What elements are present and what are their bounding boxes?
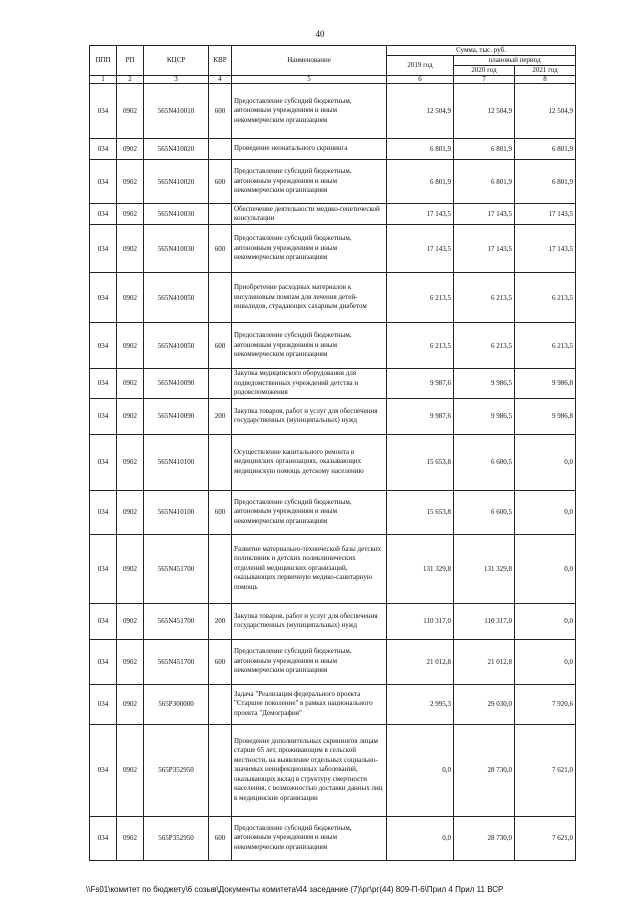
cell-name: Закупка медицинского оборудования для подведомственных учреждений детства и родовспоможения xyxy=(232,369,387,399)
table-row xyxy=(90,139,576,160)
cell-2020: 21 012,8 xyxy=(454,639,515,684)
cell-2021: 7 920,6 xyxy=(515,684,576,724)
cell-2020: 9 986,5 xyxy=(454,369,515,399)
cell-ppp: 034 xyxy=(90,816,117,860)
cell-2020: 9 986,5 xyxy=(454,398,515,434)
cell-rp: 0902 xyxy=(117,139,144,160)
cell-2020: 29 030,0 xyxy=(454,684,515,724)
cell-2021: 9 986,8 xyxy=(515,398,576,434)
cell-name: Предоставление субсидий бюджетным, автономным учреждениям и иным некоммерческим организациям xyxy=(232,490,387,534)
cell-kcsr: 565N410020 xyxy=(144,160,209,204)
column-index: 1 xyxy=(90,76,117,84)
cell-2019: 6 801,9 xyxy=(387,160,454,204)
cell-kcsr: 565N410010 xyxy=(144,84,209,139)
cell-name: Предоставление субсидий бюджетным, автономным учреждениям и иным некоммерческим организациям xyxy=(232,160,387,204)
table-row xyxy=(90,204,576,225)
cell-name: Задача "Реализация федерального проекта "Старшее поколение" в рамках национального проекта "Демография" xyxy=(232,684,387,724)
cell-2019: 17 143,5 xyxy=(387,204,454,225)
header-kcsr: КЦСР xyxy=(144,46,209,76)
cell-kcsr: 565P352950 xyxy=(144,724,209,816)
cell-name: Проведение неонатального скрининга xyxy=(232,139,387,160)
cell-2019: 6 213,5 xyxy=(387,323,454,369)
cell-2020: 6 600,5 xyxy=(454,434,515,490)
cell-kcsr: 565N410090 xyxy=(144,398,209,434)
cell-kcsr: 565P300000 xyxy=(144,684,209,724)
cell-2019: 9 987,6 xyxy=(387,369,454,399)
cell-2020: 17 143,5 xyxy=(454,204,515,225)
cell-rp: 0902 xyxy=(117,534,144,603)
cell-2020: 12 504,9 xyxy=(454,84,515,139)
cell-name: Предоставление субсидий бюджетным, автономным учреждениям и иным некоммерческим организациям xyxy=(232,84,387,139)
cell-kvr: 200 xyxy=(209,398,232,434)
cell-2021: 9 986,8 xyxy=(515,369,576,399)
cell-2021: 6 801,9 xyxy=(515,139,576,160)
cell-2020: 6 213,5 xyxy=(454,273,515,323)
header-year-2021: 2021 год xyxy=(515,66,576,76)
cell-kvr xyxy=(209,684,232,724)
header-year-2019: 2019 год xyxy=(387,56,454,76)
cell-name: Предоставление субсидий бюджетным, автономным учреждениям и иным некоммерческим организациям xyxy=(232,639,387,684)
header-rp: РП xyxy=(117,46,144,76)
cell-kvr: 600 xyxy=(209,639,232,684)
cell-name: Проведение дополнительных скринингов лицам старше 65 лет, проживающим в сельской местности, на выявление отдельных социально-значимых неинфекционных заболеваний, оказывающих вклад в структуру смертности населения, с возможностью доставки данных лиц в медицинские организации xyxy=(232,724,387,816)
cell-rp: 0902 xyxy=(117,225,144,273)
cell-kcsr: 565N451700 xyxy=(144,639,209,684)
cell-ppp: 034 xyxy=(90,84,117,139)
cell-kcsr: 565N410020 xyxy=(144,139,209,160)
cell-ppp: 034 xyxy=(90,724,117,816)
column-index-row xyxy=(90,76,576,84)
cell-name: Обеспечение деятельности медико-генетической консультации xyxy=(232,204,387,225)
cell-2020: 6 213,5 xyxy=(454,323,515,369)
cell-name: Приобретение расходных материалов к инсулиновым помпам для лечения детей-инвалидов, страдающих сахарным диабетом xyxy=(232,273,387,323)
table-row xyxy=(90,603,576,639)
cell-2020: 6 600,5 xyxy=(454,490,515,534)
footer-file-path: \\Fs01\комитет по бюджету\6 созыв\Документы комитета\44 заседание (7)\рг\рг(44) 809-П-6\Прил 4 Прил 11 ВСР xyxy=(86,885,504,894)
cell-2021: 0,0 xyxy=(515,639,576,684)
cell-2020: 6 801,9 xyxy=(454,139,515,160)
table-row xyxy=(90,639,576,684)
cell-2019: 12 504,9 xyxy=(387,84,454,139)
cell-2021: 6 213,5 xyxy=(515,323,576,369)
cell-kvr: 600 xyxy=(209,160,232,204)
cell-kcsr: 565N410100 xyxy=(144,434,209,490)
cell-kvr: 600 xyxy=(209,816,232,860)
cell-ppp: 034 xyxy=(90,684,117,724)
cell-2019: 110 317,0 xyxy=(387,603,454,639)
cell-2020: 110 317,0 xyxy=(454,603,515,639)
cell-2021: 0,0 xyxy=(515,534,576,603)
cell-rp: 0902 xyxy=(117,398,144,434)
column-index: 7 xyxy=(454,76,515,84)
cell-rp: 0902 xyxy=(117,684,144,724)
table-row xyxy=(90,490,576,534)
cell-kvr xyxy=(209,139,232,160)
cell-kcsr: 565N410030 xyxy=(144,204,209,225)
cell-2020: 131 329,8 xyxy=(454,534,515,603)
cell-2019: 21 012,8 xyxy=(387,639,454,684)
cell-kcsr: 565N451700 xyxy=(144,603,209,639)
cell-ppp: 034 xyxy=(90,225,117,273)
cell-2019: 0,0 xyxy=(387,724,454,816)
cell-kcsr: 565N410030 xyxy=(144,225,209,273)
cell-kvr: 200 xyxy=(209,603,232,639)
table-row xyxy=(90,369,576,399)
cell-ppp: 034 xyxy=(90,434,117,490)
cell-2020: 28 730,0 xyxy=(454,816,515,860)
cell-2020: 17 143,5 xyxy=(454,225,515,273)
cell-2021: 12 504,9 xyxy=(515,84,576,139)
table-row xyxy=(90,84,576,139)
cell-name: Предоставление субсидий бюджетным, автономным учреждениям и иным некоммерческим организациям xyxy=(232,323,387,369)
cell-kcsr: 565N410090 xyxy=(144,369,209,399)
cell-kvr: 600 xyxy=(209,323,232,369)
table-row xyxy=(90,225,576,273)
cell-2019: 0,0 xyxy=(387,816,454,860)
column-index: 3 xyxy=(144,76,209,84)
table-body xyxy=(90,84,576,861)
cell-name: Осуществление капитального ремонта в медицинских организациях, оказывающих медицинскую помощь детскому населению xyxy=(232,434,387,490)
cell-rp: 0902 xyxy=(117,603,144,639)
header-kvr: КВР xyxy=(209,46,232,76)
cell-kvr: 600 xyxy=(209,490,232,534)
cell-ppp: 034 xyxy=(90,160,117,204)
header-plan-period: плановый период xyxy=(454,56,576,66)
table-row xyxy=(90,273,576,323)
cell-2021: 0,0 xyxy=(515,603,576,639)
cell-2020: 6 801,9 xyxy=(454,160,515,204)
cell-name: Предоставление субсидий бюджетным, автономным учреждениям и иным некоммерческим организациям xyxy=(232,225,387,273)
cell-2021: 6 801,9 xyxy=(515,160,576,204)
header-ppp: ППП xyxy=(90,46,117,76)
cell-2019: 9 987,6 xyxy=(387,398,454,434)
table-row xyxy=(90,724,576,816)
cell-ppp: 034 xyxy=(90,534,117,603)
cell-rp: 0902 xyxy=(117,434,144,490)
table-row xyxy=(90,323,576,369)
cell-2019: 17 143,5 xyxy=(387,225,454,273)
cell-2021: 17 143,5 xyxy=(515,225,576,273)
cell-rp: 0902 xyxy=(117,323,144,369)
cell-2019: 15 653,8 xyxy=(387,490,454,534)
cell-2021: 7 621,0 xyxy=(515,724,576,816)
cell-2019: 131 329,8 xyxy=(387,534,454,603)
cell-2019: 2 995,3 xyxy=(387,684,454,724)
cell-2020: 28 730,0 xyxy=(454,724,515,816)
cell-ppp: 034 xyxy=(90,139,117,160)
cell-rp: 0902 xyxy=(117,724,144,816)
cell-rp: 0902 xyxy=(117,369,144,399)
cell-rp: 0902 xyxy=(117,639,144,684)
table-row xyxy=(90,534,576,603)
cell-kvr xyxy=(209,369,232,399)
cell-ppp: 034 xyxy=(90,603,117,639)
cell-2019: 6 213,5 xyxy=(387,273,454,323)
table-row xyxy=(90,398,576,434)
table-row xyxy=(90,816,576,860)
cell-kvr xyxy=(209,434,232,490)
cell-kvr: 600 xyxy=(209,225,232,273)
cell-ppp: 034 xyxy=(90,398,117,434)
header-name: Наименование xyxy=(232,46,387,76)
cell-name: Развитие материально-технической базы детских поликлиник и детских поликлинических отделений медицинских организаций, оказывающих первичную медико-санитарную помощь xyxy=(232,534,387,603)
header-sum: Сумма, тыс. руб. xyxy=(387,46,576,56)
cell-ppp: 034 xyxy=(90,369,117,399)
cell-kvr xyxy=(209,204,232,225)
table-row xyxy=(90,434,576,490)
cell-2021: 0,0 xyxy=(515,490,576,534)
cell-ppp: 034 xyxy=(90,273,117,323)
cell-rp: 0902 xyxy=(117,273,144,323)
cell-2021: 0,0 xyxy=(515,434,576,490)
cell-2019: 6 801,9 xyxy=(387,139,454,160)
cell-kcsr: 565N451700 xyxy=(144,534,209,603)
cell-ppp: 034 xyxy=(90,639,117,684)
cell-name: Предоставление субсидий бюджетным, автономным учреждениям и иным некоммерческим организациям xyxy=(232,816,387,860)
cell-kcsr: 565N410050 xyxy=(144,273,209,323)
cell-kvr: 600 xyxy=(209,84,232,139)
cell-kcsr: 565P352950 xyxy=(144,816,209,860)
table-row xyxy=(90,684,576,724)
cell-2021: 17 143,5 xyxy=(515,204,576,225)
cell-kvr xyxy=(209,273,232,323)
cell-ppp: 034 xyxy=(90,490,117,534)
column-index: 2 xyxy=(117,76,144,84)
budget-table xyxy=(89,45,576,861)
header-year-2020: 2020 год xyxy=(454,66,515,76)
cell-2021: 7 621,0 xyxy=(515,816,576,860)
cell-rp: 0902 xyxy=(117,816,144,860)
column-index: 4 xyxy=(209,76,232,84)
column-index: 8 xyxy=(515,76,576,84)
column-index: 6 xyxy=(387,76,454,84)
cell-kvr xyxy=(209,724,232,816)
cell-rp: 0902 xyxy=(117,490,144,534)
column-index: 5 xyxy=(232,76,387,84)
cell-kcsr: 565N410100 xyxy=(144,490,209,534)
cell-ppp: 034 xyxy=(90,204,117,225)
cell-2019: 15 653,8 xyxy=(387,434,454,490)
cell-rp: 0902 xyxy=(117,160,144,204)
table-row xyxy=(90,160,576,204)
cell-name: Закупка товаров, работ и услуг для обеспечения государственных (муниципальных) нужд xyxy=(232,398,387,434)
cell-rp: 0902 xyxy=(117,204,144,225)
page-number: 40 xyxy=(315,29,325,39)
cell-kvr xyxy=(209,534,232,603)
cell-2021: 6 213,5 xyxy=(515,273,576,323)
cell-kcsr: 565N410050 xyxy=(144,323,209,369)
cell-ppp: 034 xyxy=(90,323,117,369)
cell-rp: 0902 xyxy=(117,84,144,139)
cell-name: Закупка товаров, работ и услуг для обеспечения государственных (муниципальных) нужд xyxy=(232,603,387,639)
